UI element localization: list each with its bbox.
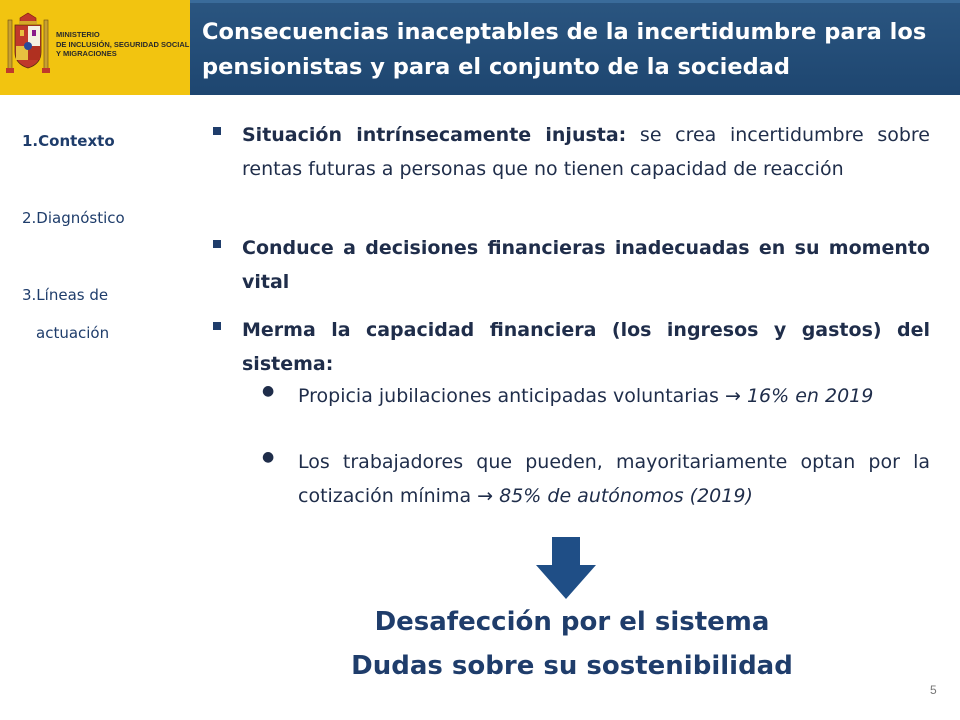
nav-item-contexto[interactable]: 1.Contexto (22, 132, 115, 150)
sub-bullet-text (298, 445, 930, 513)
bullet-item (210, 118, 930, 186)
slide-header (0, 0, 960, 95)
sub-bullet-statistic: 16% en 2019 (740, 385, 874, 407)
title-bar (190, 0, 960, 95)
sub-bullet-item (260, 445, 930, 513)
sub-bullet-statistic: 85% de autónomos (2019) (493, 485, 753, 507)
square-bullet-icon (213, 322, 221, 330)
bullet-rest-text: se crea incertidumbre sobre rentas futuras a personas que no tienen capacidad de reacción (242, 124, 930, 180)
bullet-bold-text: Situación intrínsecamente injusta: (242, 124, 627, 146)
conclusion-line-2: Dudas sobre su sostenibilidad (351, 651, 793, 681)
ministry-line-1: MINISTERIO (56, 30, 100, 39)
right-arrow-icon: → (477, 485, 494, 507)
bullet-bold-text: Merma la capacidad financiera (los ingresos y gastos) del sistema: (242, 319, 930, 375)
slide-title-line-2: pensionistas y para el conjunto de la sociedad (202, 54, 791, 80)
sub-bullet-item (260, 379, 930, 413)
coat-of-arms-icon (6, 12, 50, 82)
sub-bullet-main-text: Los trabajadores que pueden, mayoritariamente optan por la cotización mínima (298, 451, 930, 507)
nav-item-diagnostico[interactable]: 2.Diagnóstico (22, 209, 125, 227)
ministry-line-3: Y MIGRACIONES (56, 49, 117, 58)
bullet-text (242, 313, 930, 381)
page-number: 5 (930, 683, 937, 697)
nav-item-lineas[interactable]: 3.Líneas de (22, 286, 109, 304)
ministry-logo (0, 0, 190, 95)
conclusion-line-1: Desafección por el sistema (374, 607, 770, 637)
nav-item-actuacion[interactable]: actuación (36, 324, 110, 342)
square-bullet-icon (213, 240, 221, 248)
round-bullet-icon: ● (262, 383, 275, 399)
bullet-item (210, 313, 930, 381)
bullet-bold-text: Conduce a decisiones financieras inadecuadas en su momento vital (242, 237, 930, 293)
bullet-text (242, 118, 930, 186)
sub-bullet-text (298, 379, 930, 413)
sub-bullet-main-text: Propicia jubilaciones anticipadas voluntarias (298, 385, 725, 407)
down-arrow-icon (536, 537, 596, 599)
ministry-name (56, 30, 189, 59)
slide-title-line-1: Consecuencias inaceptables de la incertidumbre para los (202, 19, 927, 45)
right-arrow-icon: → (724, 385, 741, 407)
slide-title (202, 15, 952, 85)
round-bullet-icon: ● (262, 449, 275, 465)
bullet-text (242, 231, 930, 299)
square-bullet-icon (213, 127, 221, 135)
ministry-line-2: DE INCLUSIÓN, SEGURIDAD SOCIAL (56, 39, 190, 49)
bullet-item (210, 231, 930, 299)
